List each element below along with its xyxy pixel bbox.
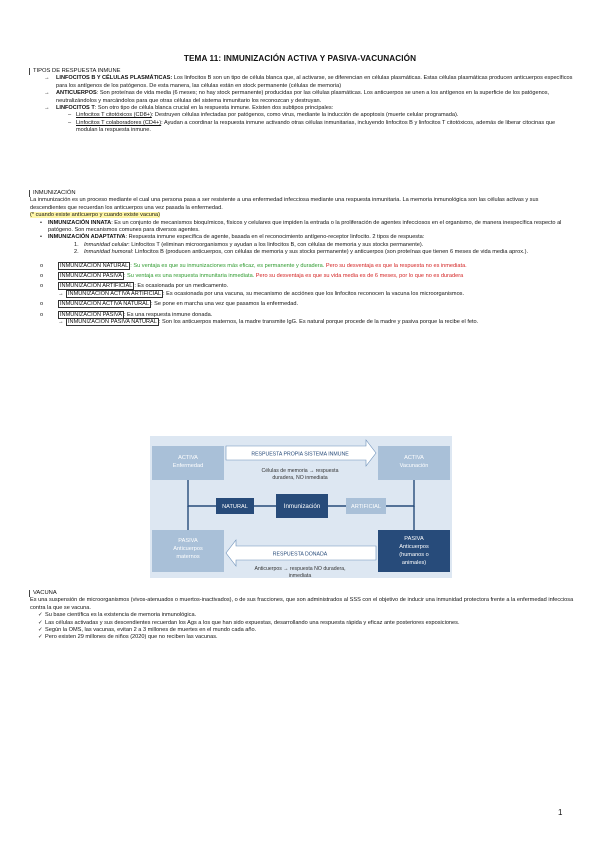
list-item-activa-natural: o INMUNIZACIÓN ACTIVA NATURAL : Se pone en marcha una vez que pasamos la enfermedad. (40, 301, 299, 308)
circle-bullet-icon: o (40, 311, 44, 318)
label-pasiva: PASIVA (404, 536, 424, 542)
intro-paragraph: La inmunización es un proceso mediante el cual una persona pasa a ser resistente a una enfermedad infecciosa mediante una respuesta inmunitaria. La memoria inmunológica son las células activas y sus descendientes que recuerdan los anticuerpos una vez pasada la enfermedad. (30, 197, 539, 211)
bullet-icon: • (40, 219, 42, 226)
label-inmunizacion: Inmunización (283, 503, 321, 510)
arrow-icon: → (44, 75, 50, 82)
label-respuesta-propia: RESPUESTA PROPIA SISTEMA INMUNE (251, 451, 349, 458)
list-item-pasiva-natural: → INMUNIZACIÓN PASIVA NATURAL : Son los anticuerpos maternos, la madre transmite IgG. Es natural porque procede de la madre y pasiva porque la recibe el feto. (58, 319, 479, 326)
list-item: ✓ Pero existen 29 millones de niños (2020) que no reciben las vacunas. (38, 634, 218, 641)
list-item-artificial: o INMUNIZACIÓN ARTIFICIAL : Es ocasionada por un medicamento. (40, 283, 229, 290)
label-vacunacion: Vacunación (399, 463, 429, 469)
check-icon: ✓ (38, 627, 43, 634)
label-animales: animales) (401, 560, 427, 566)
highlight-note: (* cuando existe antícuerpo y cuando existe vacuna) (30, 212, 160, 219)
section-tipos (30, 68, 575, 135)
label-pasiva: PASIVA (178, 538, 198, 544)
list-item: – Linfocitos T citotóxicos (CD8+): Destruyen células infectadas por patógenos, como virus, mediante la inducción de apoptosis (muerte celular programada). (68, 112, 459, 119)
label-maternos: maternos (176, 554, 200, 560)
list-item: ✓ Las células activadas y sus descendientes recuerdan los Ags a los que han sido expuestas, desarrollando una respuesta rápida y eficaz ante posteriores exposiciones. (38, 619, 460, 626)
label-inmediata: inmediata (288, 573, 312, 578)
label-activa: ACTIVA (404, 455, 424, 461)
section-vacuna (30, 590, 575, 642)
list-item: • INMUNIZACIÓN ADAPTATIVA: Respuesta inmune específica de agente, basada en el reconocimiento antígeno-receptor linfocito. 2 tipos de respuesta: (40, 234, 425, 241)
label-celulas-memoria: Células de memoria → respuesta (261, 468, 339, 474)
list-item: → ANTICUERPOS: Son proteínas de vida media (6 meses; no hay stock permanente) producidas por las células plasmáticas. Los anticuerpos se unen a los antígenos en la superficie de los patógenos, neutralizándolos y marcándolos para que otras células del sistema inmunitario los reconozcan y destruyan. (44, 90, 550, 104)
list-item: → LINFOCITOS T: Son otro tipo de célula blanca crucial en la respuesta inmune. Existen dos subtipos principales: (44, 105, 334, 112)
label-activa: ACTIVA (178, 455, 198, 461)
label-humanos: (humanos o (399, 552, 429, 558)
section-heading-inmunizacion: INMUNIZACIÓN (29, 190, 575, 197)
list-item: ✓ Según la OMS, las vacunas, evitan 2 a 3 millones de muertes en el mundo cada año. (38, 627, 257, 634)
arrow-icon: → (44, 90, 50, 97)
section-inmunizacion (30, 190, 575, 327)
list-item: 2. Inmunidad humoral: Linfocitos B (producen anticuerpos, con células de memoria y sus stocks permanente) y anticuerpos (son proteínas que tienen 6 meses de vida media aprox.). (74, 249, 529, 256)
label-duradera: duradera, NO inmediata (272, 475, 328, 481)
dash-icon: – (68, 112, 72, 119)
dash-icon: – (68, 119, 72, 126)
list-item-pasiva-donada: o INMUNIZACIÓN PASIVA : Es una respuesta inmune donada. (40, 311, 213, 318)
list-item-activa-artificial: → INMUNIZACIÓN ACTIVA ARTIFICIAL : Es ocasionada por una vacuna, su mecanismo de acciónes que los linfocitos reconocen la vacuna los microorganismos. (58, 290, 465, 297)
check-icon: ✓ (38, 619, 43, 626)
check-icon: ✓ (38, 612, 43, 619)
label-natural: NATURAL (222, 504, 248, 511)
list-item: ✓ Su base científica es la existencia de memoria inmunológica. (38, 612, 197, 619)
label-enfermedad: Enfermedad (172, 463, 204, 469)
list-item-pasiva: o INMUNIZACION PASIVA : Su ventaja es una respuesta inmunitaria inmediata. Pero su desventaja es que su vida media es de 6 meses, por lo que no es duradera (40, 273, 464, 280)
label-anticuerpos-no-duradera: Anticuerpos → respuesta NO duradera, (254, 566, 346, 572)
list-item: → LINFOCITOS B Y CÉLULAS PLASMÁTICAS: Los linfocitos B son un tipo de célula blanca que, al activarse, se diferencian en células plasmáticas. Estas células plasmáticas producen anticuerpos específicos para los antígenos de los patógenos. De esta manera, las células están en stock permanente (células de memoria) (44, 75, 573, 89)
circle-bullet-icon: o (40, 262, 44, 269)
label-respuesta-donada: RESPUESTA DONADA (272, 551, 328, 558)
arrow-icon: → (44, 105, 50, 112)
label-anticuerpos: Anticuerpos (173, 546, 203, 552)
circle-bullet-icon: o (40, 301, 44, 308)
bullet-icon: • (40, 234, 42, 241)
page-number: 1 (558, 808, 563, 817)
intro-paragraph: Es una suspensión de microorganismos (vivos-atenuados o muertos-inactivados), o de sus fracciones, que son administrados al SSS con el objetivo de inducir una inmunidad protectora frente a la enfermedad infecciosa contra la que se vacuna. (30, 597, 574, 611)
label-artificial: ARTIFICIAL (350, 504, 382, 511)
section-heading-tipos: TIPOS DE RESPUESTA INMUNE (29, 68, 575, 75)
check-icon: ✓ (38, 634, 43, 641)
list-item: 1. Inmunidad celular: Linfocitos T (eliminan microorganismos y ayudan a los linfocitos B, con células de memoria y sus stocks permanente). (74, 241, 424, 248)
circle-bullet-icon: o (40, 273, 44, 280)
list-item-natural: o INMUNIZACION NATURAL : Su ventaja es que su inmunizaciones más eficaz, es permanente y duradera. Pero su desventaja es que la respuesta no es inmediata. (40, 262, 467, 269)
page-title: TEMA 11: INMUNIZACIÓN ACTIVA Y PASIVA-VACUNACIÓN (183, 54, 417, 63)
label-anticuerpos: Anticuerpos (399, 544, 429, 550)
section-heading-vacuna: VACUNA (29, 590, 575, 597)
list-item: – Linfocitos T colaboradores (CD4+): Ayudan a coordinar la respuesta inmune activando otras células inmunitarias, incluyendo linfocitos B y linfocitos T citotóxicos, además de liberar citocinas que modulan la respuesta inmune. (68, 119, 556, 134)
inmunizacion-diagram (150, 436, 452, 578)
circle-bullet-icon: o (40, 283, 44, 290)
list-item: • INMUNIZACIÓN INNATA: Es un conjunto de mecanismos bioquímicos, físicos y celulares que impiden la entrada o la proliferación de agentes infecciosos en el organismo, de manera inespecífica respecto al patógeno. Son mecanismos comunes para diversos agentes. (40, 219, 562, 234)
arrow-icon: → (58, 290, 64, 297)
arrow-icon: → (58, 319, 64, 326)
